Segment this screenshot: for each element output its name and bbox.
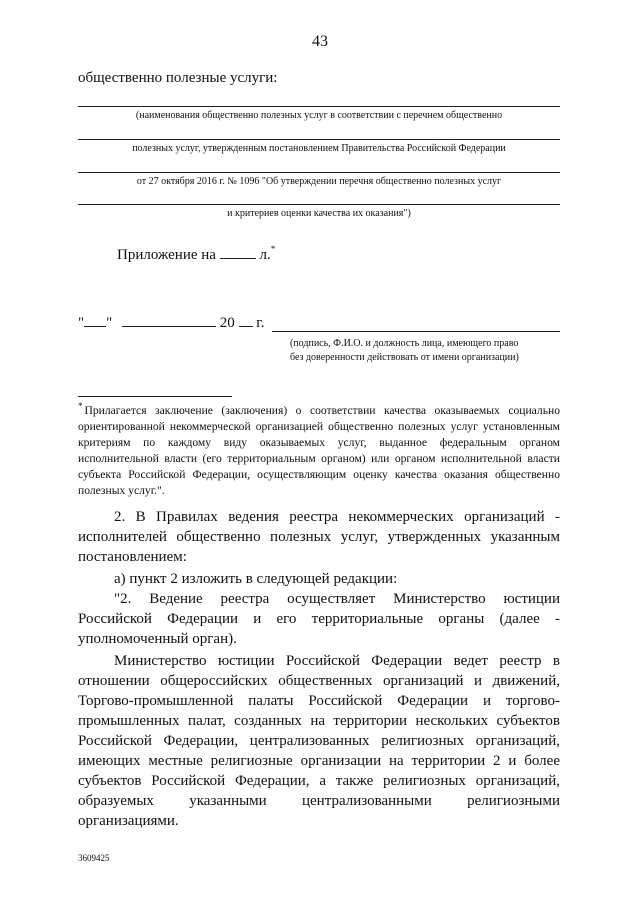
form-caption-line: и критериев оценки качества их оказания") [227,208,411,219]
pages-blank [220,245,256,259]
year-blank [239,313,253,327]
form-title: общественно полезные услуги: [78,70,278,86]
form-caption-line: полезных услуг, утвержденным постановлением Правительства Российской Федерации [132,143,506,154]
document-code: 3609425 [78,853,110,863]
date-century: 20 [219,315,235,331]
date-year-suffix: г. [256,315,265,331]
fill-line [78,139,560,140]
footnote-marker: * [78,401,83,411]
day-blank [84,313,106,327]
signature-caption-line: без доверенности действовать от имени организации) [290,352,519,363]
body-paragraph: а) пункт 2 изложить в следующей редакции: [114,571,398,587]
fill-line [78,172,560,173]
fill-line [78,204,560,205]
body-paragraph: "2. Ведение реестра осуществляет Министерство юстиции Российской Федерации и его территориальные органы (далее - уполномоченный орган). [78,591,560,647]
form-caption-line: (наименования общественно полезных услуг в соответствии с перечнем общественно [135,110,503,121]
page-number: 43 [312,33,328,50]
fill-line [78,106,560,107]
date-close-quote: " [106,315,113,331]
appendix-suffix: л. [259,247,271,263]
footnote-text: Прилагается заключение (заключения) о соответствии качества оказываемых социально ориентированной некоммерческой организацией общественно полезных услуг установленным критериям по каждому виду оказываемых услуг, выданное федеральным органом исполнительной власти (его территориальным органом) или органом исполнительной власти субъекта Российской Федерации, осуществляющим оценку качества оказания общественно полезных услуг.". [78,404,560,497]
signature-line [272,331,560,332]
date-signature-line [78,313,264,332]
appendix-line [117,245,275,264]
body-paragraph: 2. В Правилах ведения реестра некоммерческих организаций - исполнителей общественно полезных услуг, утвержденных указанным постановлением: [78,509,560,565]
footnote-marker: * [270,244,276,254]
body-paragraph: Министерство юстиции Российской Федерации ведет реестр в отношении общероссийских общественных организаций и движений, Торгово-промышленной палаты Российской Федерации и торгово-промышленных палат, созданных на территории нескольких субъектов Российской Федерации, централизованных религиозных организаций, имеющих местные религиозные организации на территории 2 и более субъектов Российской Федерации, а также религиозных организаций, образуемых указанными централизованными религиозными организациями. [78,653,560,829]
date-open-quote: " [78,315,85,331]
appendix-prefix: Приложение на [117,247,216,263]
footnote [78,403,560,499]
signature-caption [290,337,560,365]
signature-caption-line: (подпись, Ф.И.О. и должность лица, имеющего право [290,338,519,349]
month-blank [122,313,216,327]
footnote-separator [78,396,232,397]
form-caption-line: от 27 октября 2016 г. № 1096 "Об утверждении перечня общественно полезных услуг [136,176,502,187]
